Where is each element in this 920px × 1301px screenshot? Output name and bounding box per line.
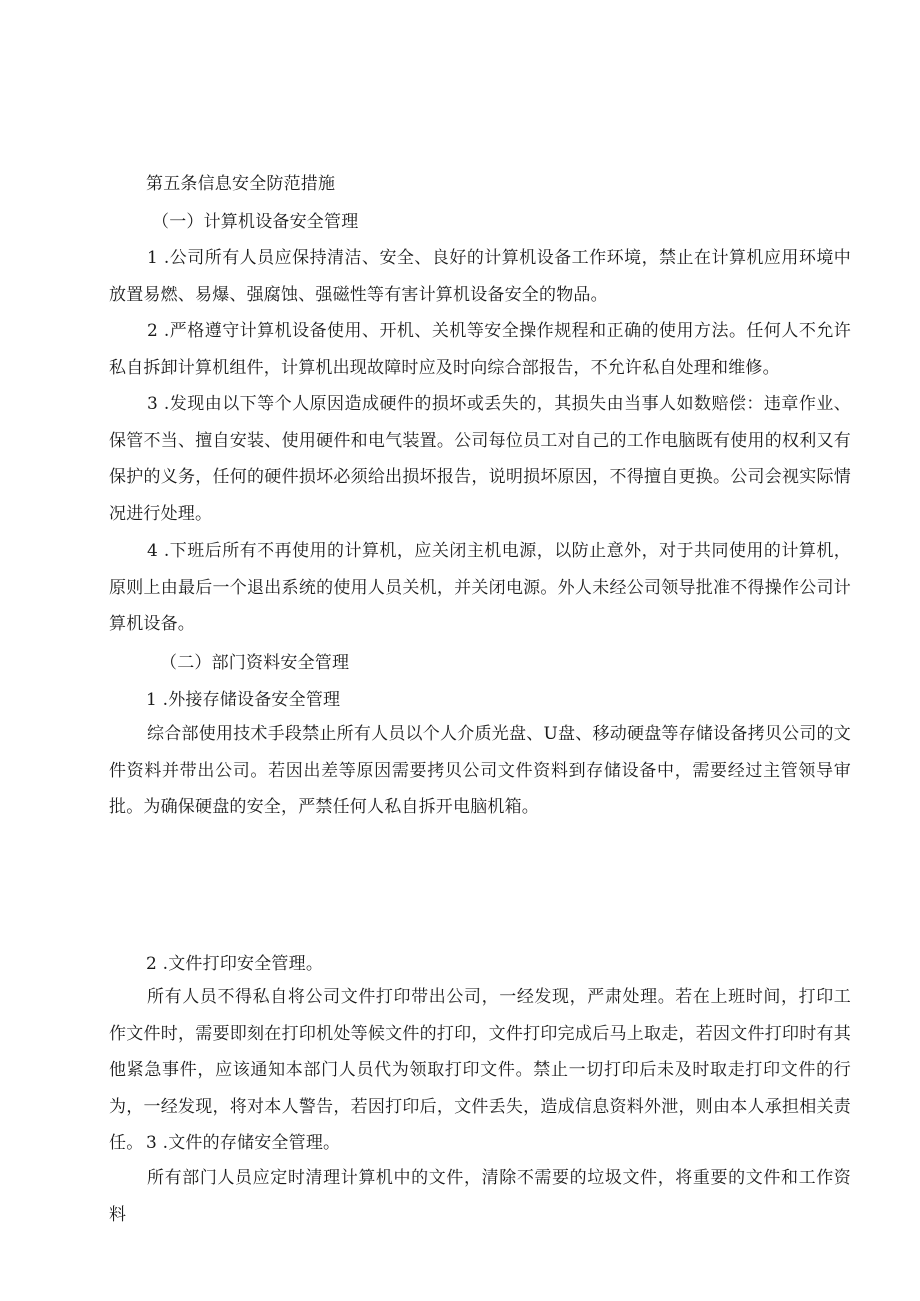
- item-1-title: 1 .外接存储设备安全管理: [146, 690, 341, 710]
- paragraph-item-3: 3 .发现由以下等个人原因造成硬件的损坏或丢失的，其损失由当事人如数赔偿：违章作业、保管不当、擅自安装、使用硬件和电气装置。公司每位员工对自己的工作电脑既有使用的权利又有保护的义务，任何的硬件损坏必须给出损坏报告，说明损坏原因，不得擅自更换。公司会视实际情况进行处理。: [109, 394, 851, 524]
- section-title: 第五条信息安全防范措施: [146, 174, 336, 194]
- subsection-heading-1: （一）计算机设备安全管理: [152, 212, 359, 232]
- paragraph-item-1: 1 .公司所有人员应保持清洁、安全、良好的计算机设备工作环境，禁止在计算机应用环境中放置易燃、易爆、强腐蚀、强磁性等有害计算机设备安全的物品。: [109, 248, 851, 305]
- item-1-body: 综合部使用技术手段禁止所有人员以个人介质光盘、U盘、移动硬盘等存储设备拷贝公司的文件资料并带出公司。若因出差等原因需要拷贝公司文件资料到存储设备中，需要经过主管领导审批。为确保硬盘的安全，严禁任何人私自拆开电脑机箱。: [109, 724, 851, 817]
- item-2-title: 2 .文件打印安全管理。: [146, 954, 324, 974]
- paragraph-item-4: 4 .下班后所有不再使用的计算机，应关闭主机电源，以防止意外，对于共同使用的计算机，原则上由最后一个退出系统的使用人员关机，并关闭电源。外人未经公司领导批准不得操作公司计算机设备。: [109, 541, 851, 634]
- paragraph-item-2: 2 .严格遵守计算机设备使用、开机、关机等安全操作规程和正确的使用方法。任何人不允许私自拆卸计算机组件，计算机出现故障时应及时向综合部报告，不允许私自处理和维修。: [109, 321, 851, 378]
- item-3-title: 3 .文件的存储安全管理。: [146, 1133, 341, 1153]
- item-2-body: 所有人员不得私自将公司文件打印带出公司，一经发现，严肃处理。若在上班时间，打印工作文件时，需要即刻在打印机处等候文件的打印，文件打印完成后马上取走，若因文件打印时有其他紧急事件，应该通知本部门人员代为领取打印文件。禁止一切打印后未及时取走打印文件的行为，一经发现，将对本人警告，若因打印后，文件丢失，造成信息资料外泄，则由本人承担相关责任。: [109, 987, 851, 1153]
- subsection-heading-2: （二）部门资料安全管理: [160, 653, 350, 673]
- item-3-body: 所有部门人员应定时清理计算机中的文件，清除不需要的垃圾文件，将重要的文件和工作资料: [109, 1168, 851, 1225]
